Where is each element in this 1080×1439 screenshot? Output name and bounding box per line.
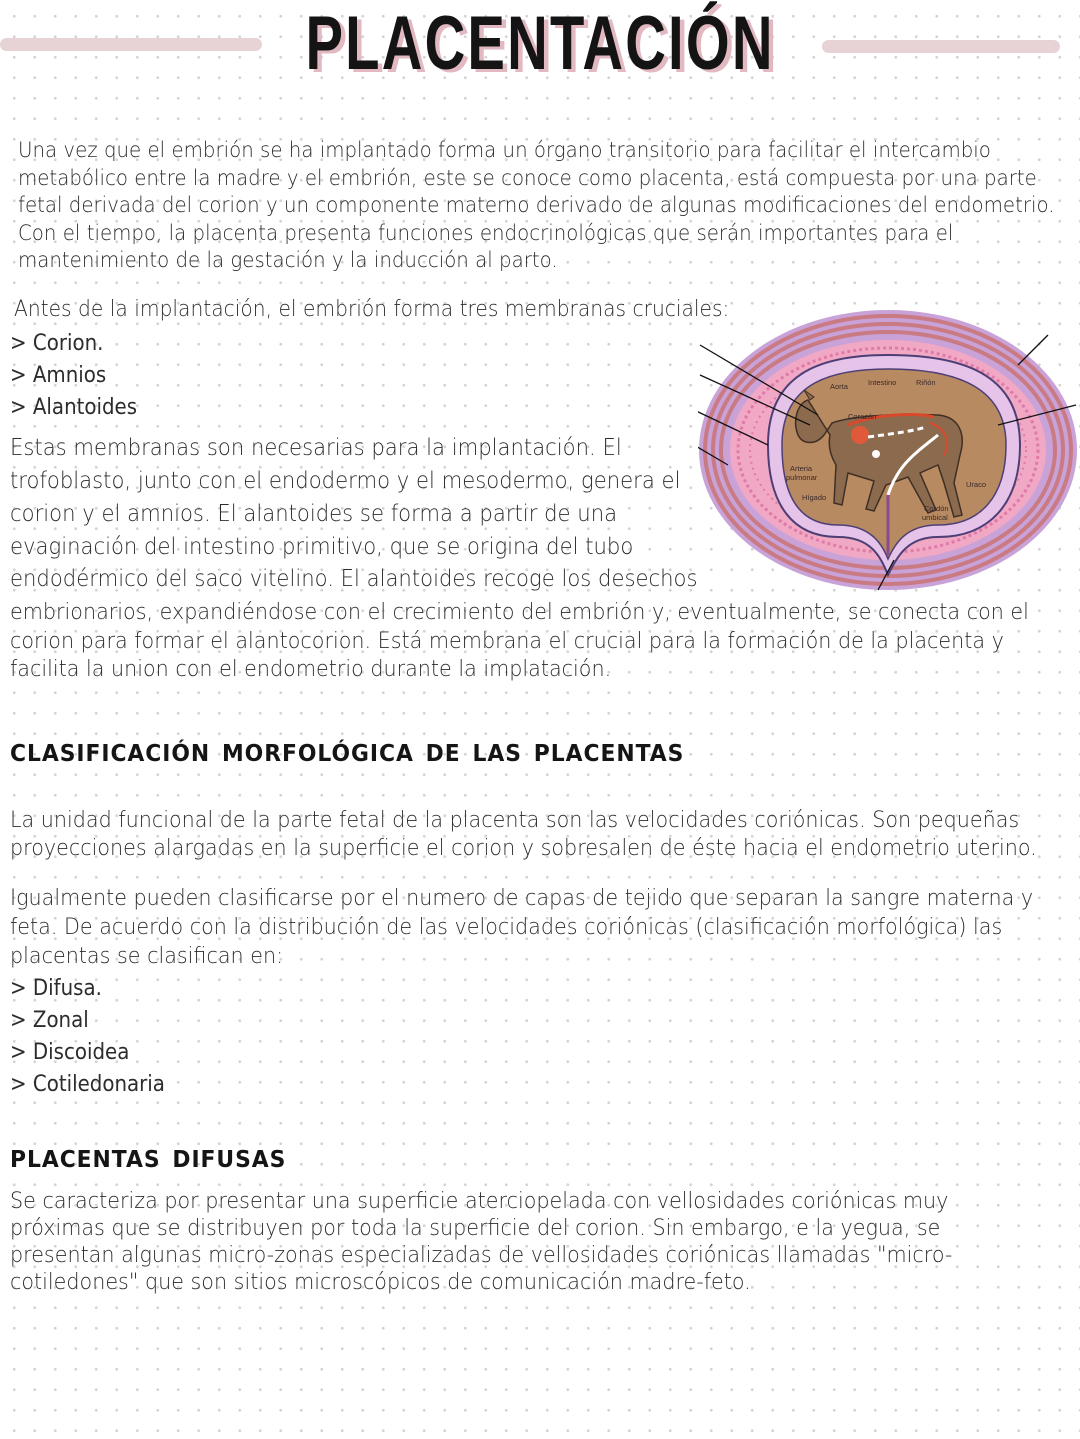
membranes-list <box>10 328 137 424</box>
difusas-paragraph: Se caracteriza por presentar una superficie aterciopelada con vellosidades coriónicas muy próximas que se distribuyen por toda la superficie del corion. Sin embargo, e la yegua, se presentan algunas micro-zonas especializadas de vellosidades coriónicas llamadas "micro-cotiledones" que son sitios microscópicos de comunicación madre-feto. <box>10 1188 953 1295</box>
text-line: evaginación del intestino primitivo, que se origina del tubo <box>10 534 634 560</box>
list-item: > Zonal <box>10 1008 89 1033</box>
clasificacion-paragraph-2: Igualmente pueden clasificarse por el numero de capas de tejido que separan la sangre materna y feta. De acuerdo con la distribución de las velocidades coriónicas (clasificación morfológica) las placentas se clasifican en: <box>10 885 1034 969</box>
list-item: > Corion. <box>10 331 104 356</box>
label-higado: Hígado <box>802 493 827 502</box>
label-intestino: Intestino <box>868 378 897 387</box>
clasificacion-paragraph-1: La unidad funcional de la parte fetal de la placenta son las velocidades coriónicas. Son pequeñas proyecciones alargadas en la superficie el corion y sobresalen de éste hacia el endometrio uterino. <box>10 807 1037 861</box>
label-pulmonar: pulmonar <box>786 473 818 482</box>
list-item: > Discoidea <box>10 1040 130 1065</box>
section-heading-difusas: placentas difusas <box>10 1136 287 1175</box>
list-item: > Alantoides <box>10 395 138 420</box>
title-container <box>0 1 1080 86</box>
intro-paragraph: Una vez que el embrión se ha implantado forma un órgano transitorio para facilitar el intercambio metabólico entre la madre y el embrión, este se conoce como placenta, está compuesta por una parte fetal derivada del corion y un componente materno derivado de algunas modificaciones del endometrio. Con el tiempo, la placenta presenta funciones endocrinológicas que serán importantes para el mantenimiento de la gestación y la inducción al parto. <box>18 138 1055 273</box>
list-item: > Difusa. <box>10 976 102 1001</box>
label-umbical: umbical <box>922 513 948 522</box>
list-item: > Amnios <box>10 363 107 388</box>
text-line: endodérmico del saco vitelino. El alantoides recoge los desechos <box>10 566 698 592</box>
page-title: PLACENTACIÓN <box>305 1 775 86</box>
list-item: > Cotiledonaria <box>10 1072 165 1097</box>
label-arteria: Arteria <box>790 464 813 473</box>
section-heading-clasificacion: clasificación morfológica de las placentas <box>10 730 685 769</box>
label-corazon: Corazón <box>848 412 877 421</box>
membranes-text-rest: embrionarios, expandiéndose con el crecimiento del embrión y, eventualmente, se conecta con el corion para formar el alantocorion. Está membrana el crucial para la formación de la placenta y facilita la union con el endometrio durante la implatación. <box>10 599 1029 682</box>
label-cordon: Cordón <box>924 504 949 513</box>
placenta-types-list <box>10 973 165 1101</box>
text-line: Estas membranas son necesarias para la implantación. El <box>10 435 622 461</box>
placenta-diagram <box>698 305 1078 595</box>
text-line: corion y el amnios. El alantoides se forma a partir de una <box>10 501 618 527</box>
membranes-lead: Antes de la implantación, el embrión forma tres membranas cruciales: <box>14 297 730 322</box>
label-rinon: Riñón <box>916 378 936 387</box>
label-uraco: Uraco <box>966 480 987 489</box>
label-aorta: Aorta <box>830 382 848 391</box>
text-line: trofoblasto, junto con el endodermo y el mesodermo, genera el <box>10 468 681 494</box>
